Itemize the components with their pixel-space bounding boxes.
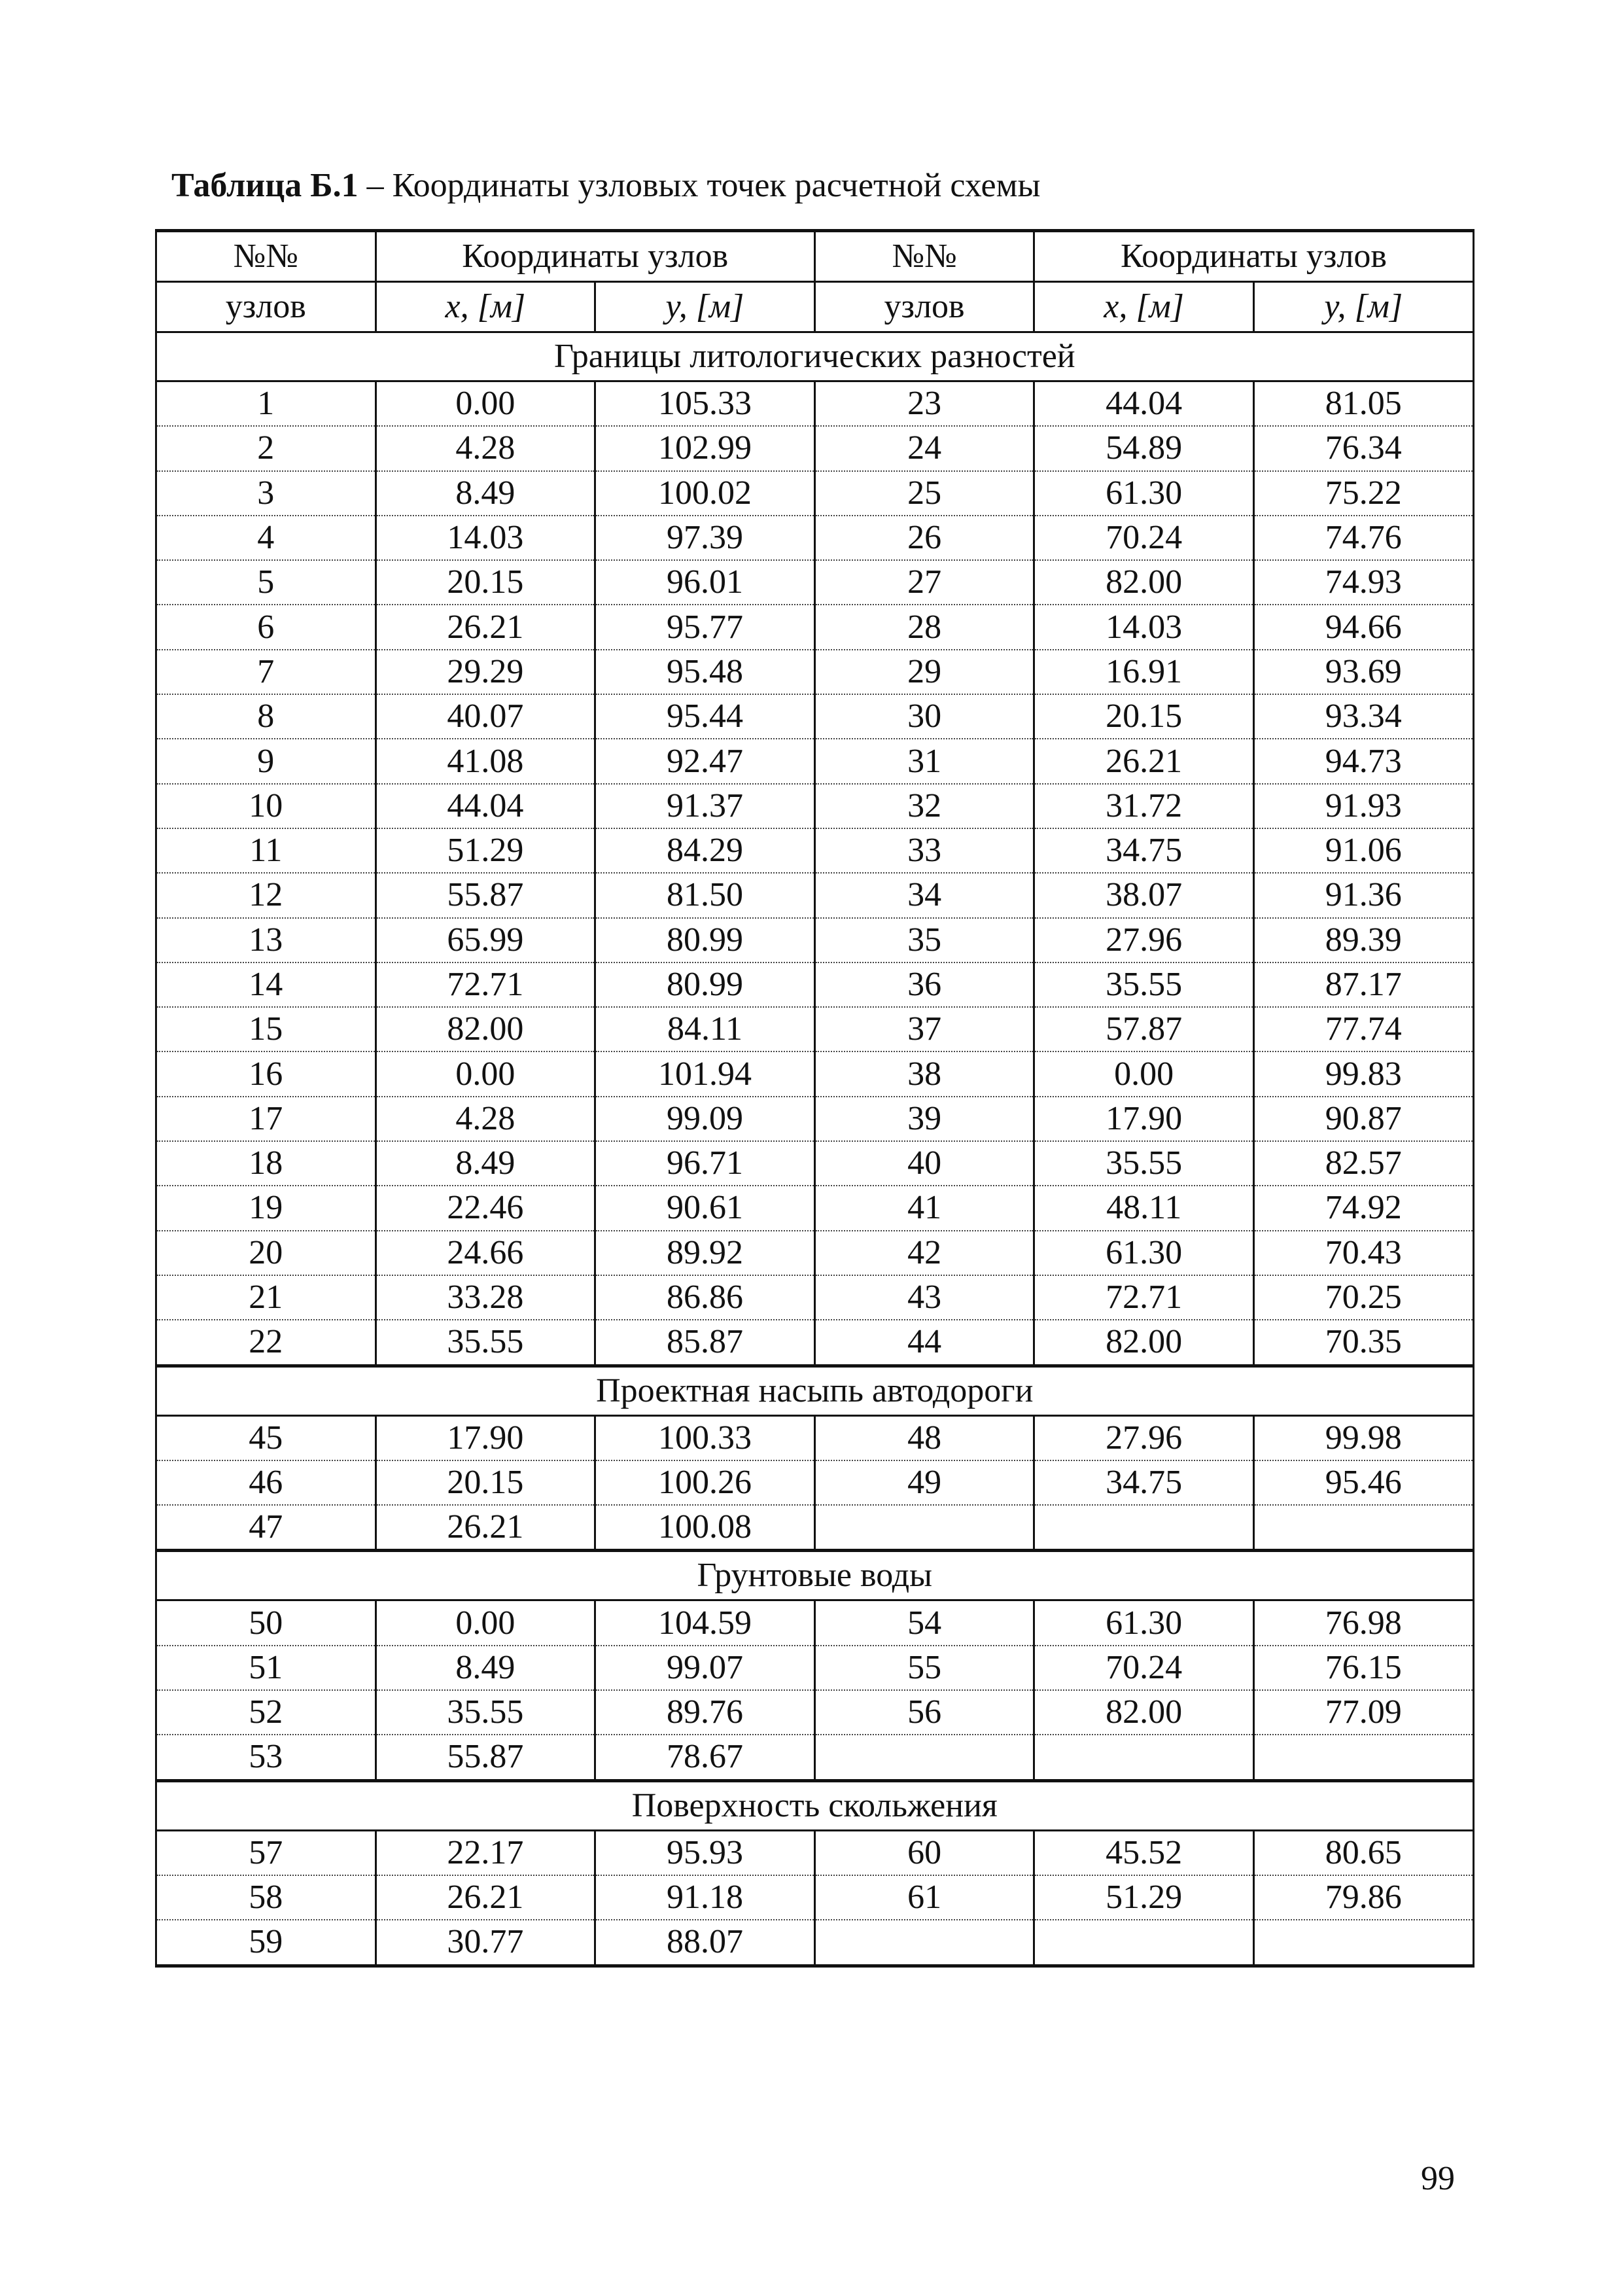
node-number-cell: 23: [814, 381, 1034, 427]
table-row: [156, 471, 1474, 516]
node-number-cell: 48: [814, 1415, 1034, 1460]
node-number-cell: 28: [814, 605, 1034, 649]
section-title: Грунтовые воды: [156, 1551, 1474, 1600]
node-number-cell: 49: [814, 1460, 1034, 1505]
x-coordinate-cell: 82.00: [375, 1007, 595, 1051]
y-coordinate-cell: 81.05: [1253, 381, 1473, 427]
x-coordinate-cell: 0.00: [1034, 1051, 1254, 1096]
x-coordinate-cell: 70.24: [1034, 1646, 1254, 1690]
x-coordinate-cell: 70.24: [1034, 516, 1254, 560]
y-coordinate-cell: 99.07: [595, 1646, 815, 1690]
y-coordinate-cell: 85.87: [595, 1320, 815, 1366]
x-coordinate-cell: 61.30: [1034, 1600, 1254, 1646]
x-coordinate-cell: 4.28: [375, 1097, 595, 1141]
node-number-cell: 60: [814, 1830, 1034, 1875]
node-number-cell: 33: [814, 828, 1034, 873]
node-number-cell: 36: [814, 963, 1034, 1007]
table-row: [156, 918, 1474, 963]
node-number-cell: 20: [156, 1231, 376, 1275]
x-coordinate-cell: 17.90: [1034, 1097, 1254, 1141]
y-coordinate-cell: 77.09: [1253, 1690, 1473, 1735]
y-coordinate-cell: 97.39: [595, 516, 815, 560]
section-title: Поверхность скольжения: [156, 1780, 1474, 1830]
x-coordinate-cell: 30.77: [375, 1920, 595, 1966]
y-coordinate-cell: 95.46: [1253, 1460, 1473, 1505]
y-coordinate-cell: 95.93: [595, 1830, 815, 1875]
x-coordinate-cell: 82.00: [1034, 1690, 1254, 1735]
y-coordinate-cell: 94.66: [1253, 605, 1473, 649]
x-coordinate-cell: 35.55: [1034, 963, 1254, 1007]
node-number-cell: 39: [814, 1097, 1034, 1141]
y-coordinate-cell: 100.08: [595, 1505, 815, 1551]
section-header-row: [156, 1780, 1474, 1830]
table-row: [156, 1600, 1474, 1646]
y-coordinate-cell: 104.59: [595, 1600, 815, 1646]
y-coordinate-cell: 70.25: [1253, 1275, 1473, 1320]
node-number-cell: 17: [156, 1097, 376, 1141]
table-row: [156, 1505, 1474, 1551]
x-coordinate-cell: 82.00: [1034, 1320, 1254, 1366]
node-number-cell: 54: [814, 1600, 1034, 1646]
node-number-cell: 4: [156, 516, 376, 560]
y-coordinate-cell: 70.35: [1253, 1320, 1473, 1366]
y-coordinate-cell: 91.18: [595, 1875, 815, 1920]
x-coordinate-cell: 44.04: [1034, 381, 1254, 427]
x-coordinate-cell: 27.96: [1034, 918, 1254, 963]
x-coordinate-cell: 22.46: [375, 1186, 595, 1230]
node-number-cell: 22: [156, 1320, 376, 1366]
y-coordinate-cell: 91.36: [1253, 873, 1473, 917]
header-x-right: x, [м]: [1034, 282, 1254, 332]
y-coordinate-cell: 89.76: [595, 1690, 815, 1735]
x-coordinate-cell: 26.21: [375, 605, 595, 649]
table-row: [156, 1415, 1474, 1460]
x-coordinate-cell: 45.52: [1034, 1830, 1254, 1875]
x-coordinate-cell: 0.00: [375, 1051, 595, 1096]
y-coordinate-cell: 74.93: [1253, 560, 1473, 605]
x-coordinate-cell: 8.49: [375, 1646, 595, 1690]
node-number-cell: 26: [814, 516, 1034, 560]
y-coordinate-cell: 74.92: [1253, 1186, 1473, 1230]
table-row: [156, 1275, 1474, 1320]
node-number-cell: 18: [156, 1141, 376, 1186]
x-coordinate-cell: 38.07: [1034, 873, 1254, 917]
table-row: [156, 560, 1474, 605]
table-row: [156, 963, 1474, 1007]
table-row: [156, 1920, 1474, 1966]
node-number-cell: 34: [814, 873, 1034, 917]
y-coordinate-cell: 76.34: [1253, 426, 1473, 470]
y-coordinate-cell: 90.87: [1253, 1097, 1473, 1141]
y-coordinate-cell: 75.22: [1253, 471, 1473, 516]
x-coordinate-cell: 40.07: [375, 694, 595, 739]
x-coordinate-cell: 57.87: [1034, 1007, 1254, 1051]
y-coordinate-cell: 89.39: [1253, 918, 1473, 963]
node-number-cell: 9: [156, 739, 376, 783]
y-coordinate-cell: 79.86: [1253, 1875, 1473, 1920]
y-coordinate-cell: 77.74: [1253, 1007, 1473, 1051]
x-coordinate-cell: 72.71: [1034, 1275, 1254, 1320]
node-number-cell: 38: [814, 1051, 1034, 1096]
section-header-row: [156, 1366, 1474, 1415]
x-coordinate-cell: 61.30: [1034, 471, 1254, 516]
table-row: [156, 1097, 1474, 1141]
header-coords-group-left: Координаты узлов: [375, 231, 814, 282]
y-coordinate-cell: 91.93: [1253, 784, 1473, 828]
table-row: [156, 381, 1474, 427]
y-coordinate-cell: 76.15: [1253, 1646, 1473, 1690]
section-title: Проектная насыпь автодороги: [156, 1366, 1474, 1415]
x-coordinate-cell: 20.15: [375, 560, 595, 605]
table-row: [156, 426, 1474, 470]
x-coordinate-cell: 35.55: [375, 1690, 595, 1735]
node-number-cell: [814, 1505, 1034, 1551]
node-number-cell: 57: [156, 1830, 376, 1875]
node-number-cell: 40: [814, 1141, 1034, 1186]
table-row: [156, 1141, 1474, 1186]
x-coordinate-cell: 55.87: [375, 1735, 595, 1780]
y-coordinate-cell: 99.83: [1253, 1051, 1473, 1096]
node-number-cell: 15: [156, 1007, 376, 1051]
node-number-cell: 21: [156, 1275, 376, 1320]
table-row: [156, 650, 1474, 694]
node-number-cell: 6: [156, 605, 376, 649]
node-number-cell: 45: [156, 1415, 376, 1460]
y-coordinate-cell: 74.76: [1253, 516, 1473, 560]
x-coordinate-cell: 22.17: [375, 1830, 595, 1875]
node-number-cell: 35: [814, 918, 1034, 963]
y-coordinate-cell: [1253, 1505, 1473, 1551]
node-number-cell: 24: [814, 426, 1034, 470]
table-row: [156, 1646, 1474, 1690]
table-row: [156, 1186, 1474, 1230]
table-caption-label: Таблица Б.1: [171, 167, 358, 204]
table-row: [156, 516, 1474, 560]
x-coordinate-cell: [1034, 1920, 1254, 1966]
y-coordinate-cell: 101.94: [595, 1051, 815, 1096]
node-number-cell: 12: [156, 873, 376, 917]
page-number: 99: [1421, 2160, 1455, 2197]
node-number-cell: [814, 1735, 1034, 1780]
node-number-cell: 46: [156, 1460, 376, 1505]
y-coordinate-cell: 78.67: [595, 1735, 815, 1780]
y-coordinate-cell: 95.44: [595, 694, 815, 739]
y-coordinate-cell: 81.50: [595, 873, 815, 917]
y-coordinate-cell: 96.01: [595, 560, 815, 605]
y-coordinate-cell: 100.26: [595, 1460, 815, 1505]
x-coordinate-cell: 48.11: [1034, 1186, 1254, 1230]
x-coordinate-cell: 65.99: [375, 918, 595, 963]
y-coordinate-cell: 84.11: [595, 1007, 815, 1051]
node-number-cell: 51: [156, 1646, 376, 1690]
y-coordinate-cell: 96.71: [595, 1141, 815, 1186]
table-row: [156, 605, 1474, 649]
x-coordinate-cell: 35.55: [1034, 1141, 1254, 1186]
y-coordinate-cell: 80.99: [595, 963, 815, 1007]
x-coordinate-cell: 24.66: [375, 1231, 595, 1275]
y-coordinate-cell: 76.98: [1253, 1600, 1473, 1646]
node-number-cell: 43: [814, 1275, 1034, 1320]
table-header: [156, 231, 1474, 332]
node-number-cell: 37: [814, 1007, 1034, 1051]
node-number-cell: 10: [156, 784, 376, 828]
y-coordinate-cell: 70.43: [1253, 1231, 1473, 1275]
table-row: [156, 739, 1474, 783]
header-node-word-left: узлов: [156, 282, 376, 332]
node-number-cell: 56: [814, 1690, 1034, 1735]
table-row: [156, 1690, 1474, 1735]
header-y-left: y, [м]: [595, 282, 815, 332]
x-coordinate-cell: 27.96: [1034, 1415, 1254, 1460]
table-row: [156, 1320, 1474, 1366]
x-coordinate-cell: 0.00: [375, 381, 595, 427]
y-coordinate-cell: 95.77: [595, 605, 815, 649]
y-coordinate-cell: 87.17: [1253, 963, 1473, 1007]
node-number-cell: 50: [156, 1600, 376, 1646]
node-number-cell: [814, 1920, 1034, 1966]
node-number-cell: 58: [156, 1875, 376, 1920]
table-row: [156, 873, 1474, 917]
table-row: [156, 1875, 1474, 1920]
node-number-cell: 25: [814, 471, 1034, 516]
header-node-word-right: узлов: [814, 282, 1034, 332]
node-number-cell: 31: [814, 739, 1034, 783]
x-coordinate-cell: 55.87: [375, 873, 595, 917]
x-coordinate-cell: 17.90: [375, 1415, 595, 1460]
node-number-cell: 3: [156, 471, 376, 516]
x-coordinate-cell: 34.75: [1034, 828, 1254, 873]
section-title: Границы литологических разностей: [156, 332, 1474, 381]
x-coordinate-cell: [1034, 1735, 1254, 1780]
x-coordinate-cell: 44.04: [375, 784, 595, 828]
header-x-left: x, [м]: [375, 282, 595, 332]
x-coordinate-cell: 8.49: [375, 471, 595, 516]
x-coordinate-cell: [1034, 1505, 1254, 1551]
y-coordinate-cell: 90.61: [595, 1186, 815, 1230]
y-coordinate-cell: 105.33: [595, 381, 815, 427]
y-coordinate-cell: 88.07: [595, 1920, 815, 1966]
table-row: [156, 1231, 1474, 1275]
node-number-cell: 61: [814, 1875, 1034, 1920]
x-coordinate-cell: 20.15: [375, 1460, 595, 1505]
x-coordinate-cell: 61.30: [1034, 1231, 1254, 1275]
x-coordinate-cell: 41.08: [375, 739, 595, 783]
node-number-cell: 41: [814, 1186, 1034, 1230]
x-coordinate-cell: 33.28: [375, 1275, 595, 1320]
node-number-cell: 47: [156, 1505, 376, 1551]
node-number-cell: 1: [156, 381, 376, 427]
table-row: [156, 784, 1474, 828]
x-coordinate-cell: 72.71: [375, 963, 595, 1007]
x-coordinate-cell: 4.28: [375, 426, 595, 470]
table-row: [156, 1735, 1474, 1780]
x-coordinate-cell: 34.75: [1034, 1460, 1254, 1505]
x-coordinate-cell: 31.72: [1034, 784, 1254, 828]
y-coordinate-cell: 82.57: [1253, 1141, 1473, 1186]
node-number-cell: 27: [814, 560, 1034, 605]
x-coordinate-cell: 20.15: [1034, 694, 1254, 739]
node-number-cell: 53: [156, 1735, 376, 1780]
y-coordinate-cell: 89.92: [595, 1231, 815, 1275]
y-coordinate-cell: 92.47: [595, 739, 815, 783]
table-row: [156, 1460, 1474, 1505]
y-coordinate-cell: 84.29: [595, 828, 815, 873]
y-coordinate-cell: 100.02: [595, 471, 815, 516]
y-coordinate-cell: 91.37: [595, 784, 815, 828]
node-number-cell: 11: [156, 828, 376, 873]
y-coordinate-cell: 102.99: [595, 426, 815, 470]
x-coordinate-cell: 8.49: [375, 1141, 595, 1186]
y-coordinate-cell: [1253, 1735, 1473, 1780]
node-number-cell: 29: [814, 650, 1034, 694]
y-coordinate-cell: 80.99: [595, 918, 815, 963]
header-node-number-left: №№: [156, 231, 376, 282]
x-coordinate-cell: 26.21: [1034, 739, 1254, 783]
y-coordinate-cell: 95.48: [595, 650, 815, 694]
node-number-cell: 42: [814, 1231, 1034, 1275]
node-number-cell: 19: [156, 1186, 376, 1230]
node-number-cell: 32: [814, 784, 1034, 828]
coordinates-table: [155, 229, 1475, 1968]
x-coordinate-cell: 51.29: [1034, 1875, 1254, 1920]
node-number-cell: 2: [156, 426, 376, 470]
y-coordinate-cell: 80.65: [1253, 1830, 1473, 1875]
header-node-number-right: №№: [814, 231, 1034, 282]
section-header-row: [156, 332, 1474, 381]
x-coordinate-cell: 82.00: [1034, 560, 1254, 605]
header-coords-group-right: Координаты узлов: [1034, 231, 1473, 282]
x-coordinate-cell: 35.55: [375, 1320, 595, 1366]
node-number-cell: 14: [156, 963, 376, 1007]
x-coordinate-cell: 26.21: [375, 1875, 595, 1920]
node-number-cell: 16: [156, 1051, 376, 1096]
node-number-cell: 55: [814, 1646, 1034, 1690]
section-header-row: [156, 1551, 1474, 1600]
table-row: [156, 1051, 1474, 1096]
x-coordinate-cell: 51.29: [375, 828, 595, 873]
y-coordinate-cell: 99.98: [1253, 1415, 1473, 1460]
node-number-cell: 5: [156, 560, 376, 605]
node-number-cell: 30: [814, 694, 1034, 739]
x-coordinate-cell: 54.89: [1034, 426, 1254, 470]
table-row: [156, 1830, 1474, 1875]
table-caption-text: – Координаты узловых точек расчетной схемы: [358, 167, 1041, 204]
header-y-right: y, [м]: [1253, 282, 1473, 332]
y-coordinate-cell: [1253, 1920, 1473, 1966]
y-coordinate-cell: 100.33: [595, 1415, 815, 1460]
x-coordinate-cell: 0.00: [375, 1600, 595, 1646]
y-coordinate-cell: 93.69: [1253, 650, 1473, 694]
node-number-cell: 59: [156, 1920, 376, 1966]
y-coordinate-cell: 94.73: [1253, 739, 1473, 783]
y-coordinate-cell: 99.09: [595, 1097, 815, 1141]
table-caption: [171, 165, 1040, 207]
x-coordinate-cell: 14.03: [375, 516, 595, 560]
table-row: [156, 1007, 1474, 1051]
x-coordinate-cell: 26.21: [375, 1505, 595, 1551]
table-row: [156, 694, 1474, 739]
table-row: [156, 828, 1474, 873]
node-number-cell: 44: [814, 1320, 1034, 1366]
node-number-cell: 7: [156, 650, 376, 694]
node-number-cell: 8: [156, 694, 376, 739]
y-coordinate-cell: 86.86: [595, 1275, 815, 1320]
x-coordinate-cell: 14.03: [1034, 605, 1254, 649]
table-body: [156, 332, 1474, 1966]
x-coordinate-cell: 29.29: [375, 650, 595, 694]
y-coordinate-cell: 91.06: [1253, 828, 1473, 873]
y-coordinate-cell: 93.34: [1253, 694, 1473, 739]
node-number-cell: 52: [156, 1690, 376, 1735]
node-number-cell: 13: [156, 918, 376, 963]
x-coordinate-cell: 16.91: [1034, 650, 1254, 694]
